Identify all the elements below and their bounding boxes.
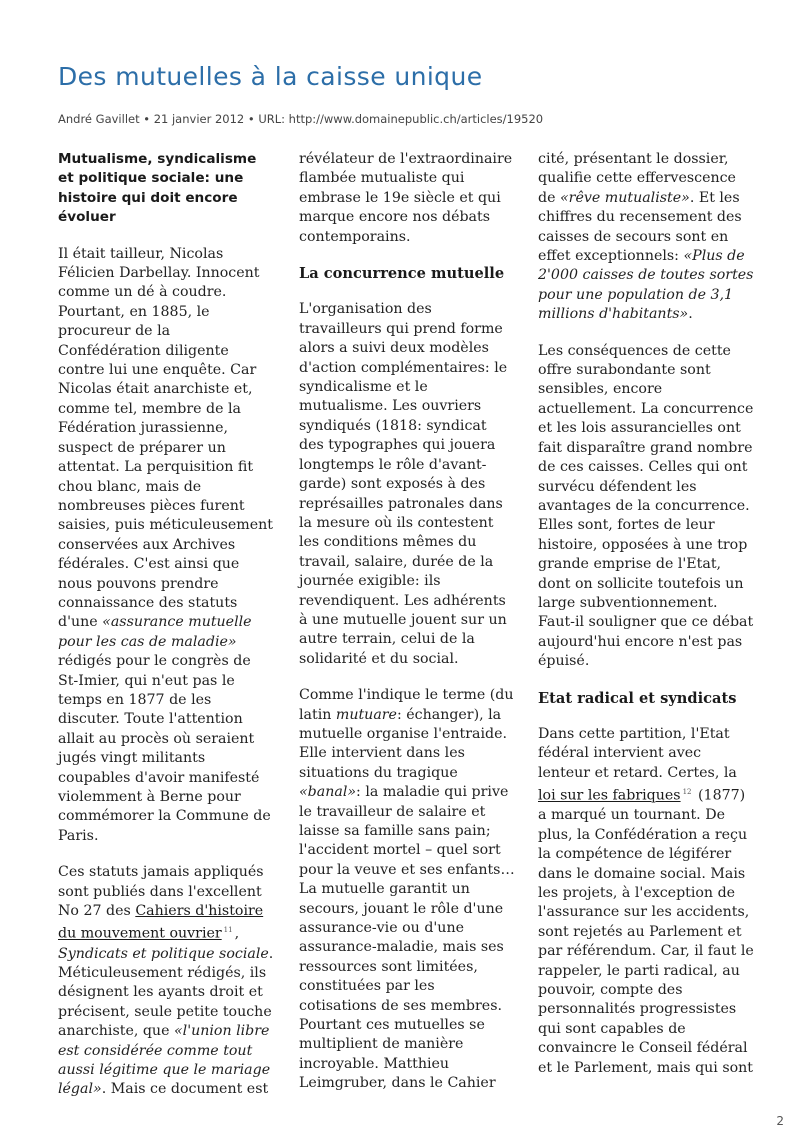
paragraph: Dans cette partition, l'Etat fédéral intervient avec lenteur et retard. Certes, la loi sur les fabriques $^{12}$ (1877) a marqué un tournant. De plus, la Confédération a reçu la compétence de légiférer dans le domaine social. Mais les projets, à l'exception de l'assurance sur les accidents, sont rejetés au Parlement et par référendum. Car, il faut le rappeler, le parti radical, au pouvoir, compte des personnalités progressistes qui sont capables de convaincre le Conseil fédéral et le Parlement, mais qui sont	[538, 725, 754, 1076]
page-number: 2	[776, 1114, 784, 1128]
loi-fabriques-link[interactable]: loi sur les fabriques	[538, 787, 681, 804]
lead-heading: Mutualisme, syndicalisme et politique sociale: une histoire qui doit encore évoluer	[58, 151, 257, 226]
paragraph: L'organisation des travailleurs qui prend forme alors a suivi deux modèles d'action complémentaires: le syndicalisme et le mutualisme. Les ouvriers syndiqués (1818: syndicat des typographes qui jouera longtemps le rôle d'avant-garde) sont exposés à des représailles patronales dans la mesure où ils contestent les conditions mêmes du travail, salaire, durée de la journée exigible: ils revendiquent. Les adhérents à une mutuelle jouent sur un autre terrain, celui de la solidarité et du social.	[299, 301, 508, 667]
column-3	[538, 150, 754, 1095]
paragraph: Il était tailleur, Nicolas Félicien Darbellay. Innocent comme un dé à coudre. Pourtant, en 1885, le procureur de la Confédération diligente contre lui une enquête. Car Nicolas était anarchiste et, comme tel, membre de la Fédération jurassienne, suspect de préparer un attentat. La perquisition fit chou blanc, mais de nombreuses pièces furent saisies, puis méticuleusement conservées aux Archives fédérales. C'est ainsi que nous pouvons prendre connaissance des statuts d'une «assurance mutuelle pour les cas de maladie» rédigés pour le congrès de St-Imier, qui n'eut pas le temps en 1877 de les discuter. Toute l'attention allait au procès où seraient jugés vingt militants coupables d'avoir manifesté violemment à Berne pour commémorer la Commune de Paris.	[58, 245, 273, 844]
paragraph: Ces statuts jamais appliqués sont publiés dans l'excellent No 27 des Cahiers d'histoire du mouvement ouvrier $^{11}$ , Syndicats et politique sociale. Méticuleusement rédigés, ils désignent les ayants droit et précisent, seule petite touche anarchiste, que «l'union libre est considérée comme tout aussi légitime que le mariage légal». Mais ce document est	[58, 864, 274, 1098]
section-heading: Etat radical et syndicats	[538, 689, 737, 707]
paragraph: cité, présentant le dossier, qualifie cette effervescence de «rêve mutualiste». Et les chiffres du recensement des caisses de secours sont en effet exceptionnels: «Plus de 2'000 caisses de toutes sortes pour une population de 3,1 millions d'habitants».	[538, 151, 754, 323]
section-heading: La concurrence mutuelle	[299, 265, 505, 283]
article-title: Des mutuelles à la caisse unique	[58, 62, 483, 91]
paragraph: révélateur de l'extraordinaire flambée mutualiste qui embrase le 19e siècle et qui marque encore nos débats contemporains.	[299, 151, 513, 245]
article-meta: André Gavillet • 21 janvier 2012 • URL: http://www.domainepublic.ch/articles/19520	[58, 112, 544, 126]
column-2	[299, 150, 515, 1111]
column-1	[58, 150, 274, 1117]
footnote-ref[interactable]: 11	[223, 926, 233, 935]
paragraph: Les conséquences de cette offre surabondante sont sensibles, encore actuellement. La concurrence et les lois assurancielles ont fait disparaître grand nombre de ces caisses. Celles qui ont survécu défendent les avantages de la concurrence. Elles sont, fortes de leur histoire, opposées à une trop grande emprise de l'Etat, dont on sollicite toutefois un large subventionnement. Faut-il souligner que ce débat aujourd'hui encore n'est pas épuisé.	[538, 342, 754, 670]
cahiers-link[interactable]: Cahiers d'histoire du mouvement ouvrier	[58, 903, 264, 943]
footnote-ref[interactable]: 12	[682, 788, 692, 797]
paragraph: Comme l'indique le terme (du latin mutuare: échanger), la mutuelle organise l'entraide. Elle intervient dans les situations du tragique «banal»: la maladie qui prive le travailleur de salaire et laisse sa famille sans pain; l'accident mortel – quel sort pour la veuve et ses enfants… La mutuelle garantit un secours, jouant le rôle d'une assurance-vie ou d'une assurance-maladie, mais ses ressources sont limitées, constituées par les cotisations de ses membres. Pourtant ces mutuelles se multiplient de manière incroyable. Matthieu Leimgruber, dans le Cahier	[299, 687, 515, 1092]
